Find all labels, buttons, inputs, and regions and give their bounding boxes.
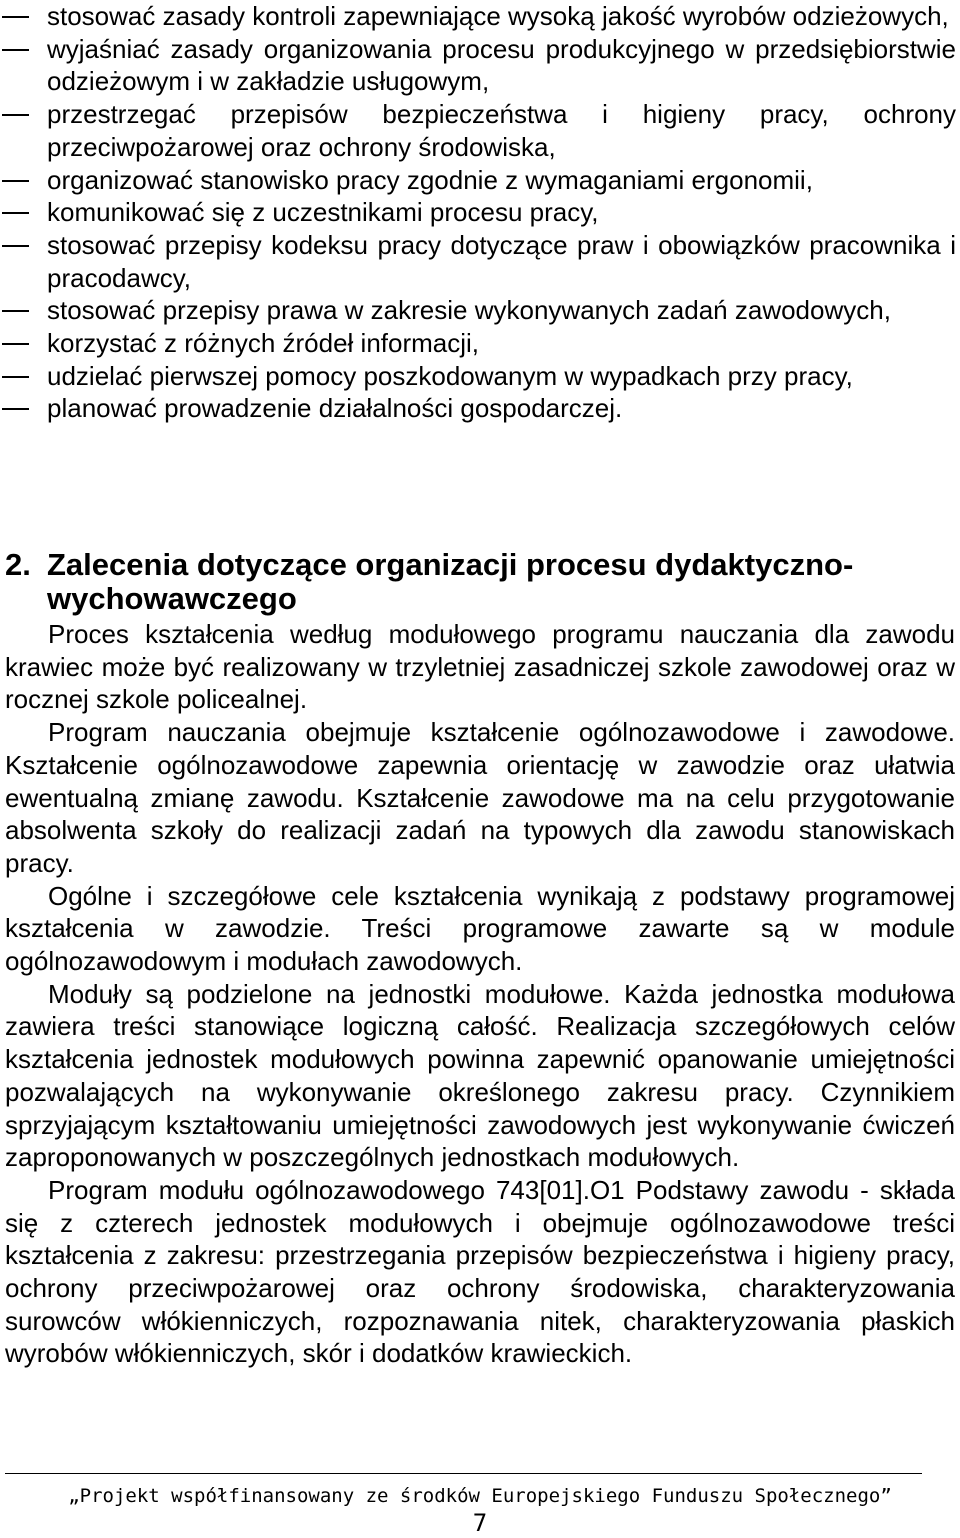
dash-bullet-icon xyxy=(2,16,29,18)
list-item-text: stosować przepisy kodeksu pracy dotyczące praw i obowiązków pracownika i pracodawcy, xyxy=(47,229,956,293)
dash-bullet-icon xyxy=(2,212,29,214)
list-item xyxy=(0,164,956,197)
section-heading xyxy=(5,548,955,616)
section-title-line2: wychowawczego xyxy=(47,581,297,616)
dash-bullet-icon xyxy=(2,114,29,116)
list-item xyxy=(0,229,956,294)
paragraph: Moduły są podzielone na jednostki modułowe. Każda jednostka modułowa zawiera treści stanowiące logiczną całość. Realizacja szczegółowych celów kształcenia jednostek modułowych powinna zapewnić opanowanie umiejętności pozwalających na wykonywanie określonego zakresu pracy. Czynnikiem sprzyjającym kształtowaniu umiejętności zawodowych jest wykonywanie ćwiczeń zaproponowanych w poszczególnych jednostkach modułowych. xyxy=(5,978,955,1173)
list-item xyxy=(0,360,956,393)
list-item xyxy=(0,294,956,327)
list-item-text: planować prowadzenie działalności gospodarczej. xyxy=(47,393,623,424)
list-item xyxy=(0,0,956,33)
dash-bullet-icon xyxy=(2,376,29,378)
dash-bullet-icon xyxy=(2,343,29,345)
list-item-text: korzystać z różnych źródeł informacji, xyxy=(47,328,480,359)
page-number: 7 xyxy=(472,1509,488,1537)
dash-bullet-icon xyxy=(2,408,29,410)
dash-bullet-icon xyxy=(2,245,29,247)
paragraph: Proces kształcenia według modułowego programu nauczania dla zawodu krawiec może być realizowany w trzyletniej zasadniczej szkole zawodowej oraz w rocznej szkole policealnej. xyxy=(5,619,955,715)
list-item-text: udzielać pierwszej pomocy poszkodowanym w wypadkach przy pracy, xyxy=(47,360,853,391)
skills-bullet-list xyxy=(0,0,960,425)
list-item-text: przestrzegać przepisów bezpieczeństwa i higieny pracy, ochrony przeciwpożarowej oraz ochrony środowiska, xyxy=(47,99,956,162)
list-item-text: komunikować się z uczestnikami procesu pracy, xyxy=(47,197,599,228)
list-item xyxy=(0,392,956,425)
paragraph: Program modułu ogólnozawodowego 743[01].O1 Podstawy zawodu - składa się z czterech jednostek modułowych i obejmuje ogólnozawodowe treści kształcenia z zakresu: przestrzegania przepisów bezpieczeństwa i higieny pracy, ochrony przeciwpożarowej oraz ochrony środowiska, charakteryzowania surowców włókienniczych, rozpoznawania nitek, charakteryzowania płaskich wyrobów włókienniczych, skór i dodatków krawieckich. xyxy=(5,1174,955,1369)
list-item-text: organizować stanowisko pracy zgodnie z wymaganiami ergonomii, xyxy=(47,164,813,195)
paragraph: Program nauczania obejmuje kształcenie ogólnozawodowe i zawodowe. Kształcenie ogólnozawodowe zapewnia orientację w zawodzie oraz ułatwia ewentualną zmianę zawodu. Kształcenie zawodowe ma na celu przygotowanie absolwenta szkoły do realizacji zadań na typowych dla zawodu stanowiskach pracy. xyxy=(5,717,955,878)
section-title-line1: Zalecenia dotyczące organizacji procesu dydaktyczno- xyxy=(47,547,854,582)
list-item-text: stosować zasady kontroli zapewniające wysoką jakość wyrobów odzieżowych, xyxy=(47,1,949,31)
footer-text: „Projekt współfinansowany ze środków Europejskiego Funduszu Społecznego” xyxy=(68,1485,892,1507)
section-number: 2. xyxy=(5,547,31,582)
section-body xyxy=(5,618,955,1370)
list-item xyxy=(0,196,956,229)
list-item xyxy=(0,33,956,98)
list-item xyxy=(0,98,956,163)
list-item-text: wyjaśniać zasady organizowania procesu produkcyjnego w przedsiębiorstwie odzieżowym i w zakładzie usługowym, xyxy=(47,33,956,97)
footer-divider xyxy=(5,1473,922,1474)
list-item-text: stosować przepisy prawa w zakresie wykonywanych zadań zawodowych, xyxy=(47,295,891,326)
dash-bullet-icon xyxy=(2,180,29,182)
dash-bullet-icon xyxy=(2,49,29,51)
paragraph: Ogólne i szczegółowe cele kształcenia wynikają z podstawy programowej kształcenia w zawodzie. Treści programowe zawarte są w module ogólnozawodowym i modułach zawodowych. xyxy=(5,880,955,977)
dash-bullet-icon xyxy=(2,310,29,312)
list-item xyxy=(0,327,956,360)
